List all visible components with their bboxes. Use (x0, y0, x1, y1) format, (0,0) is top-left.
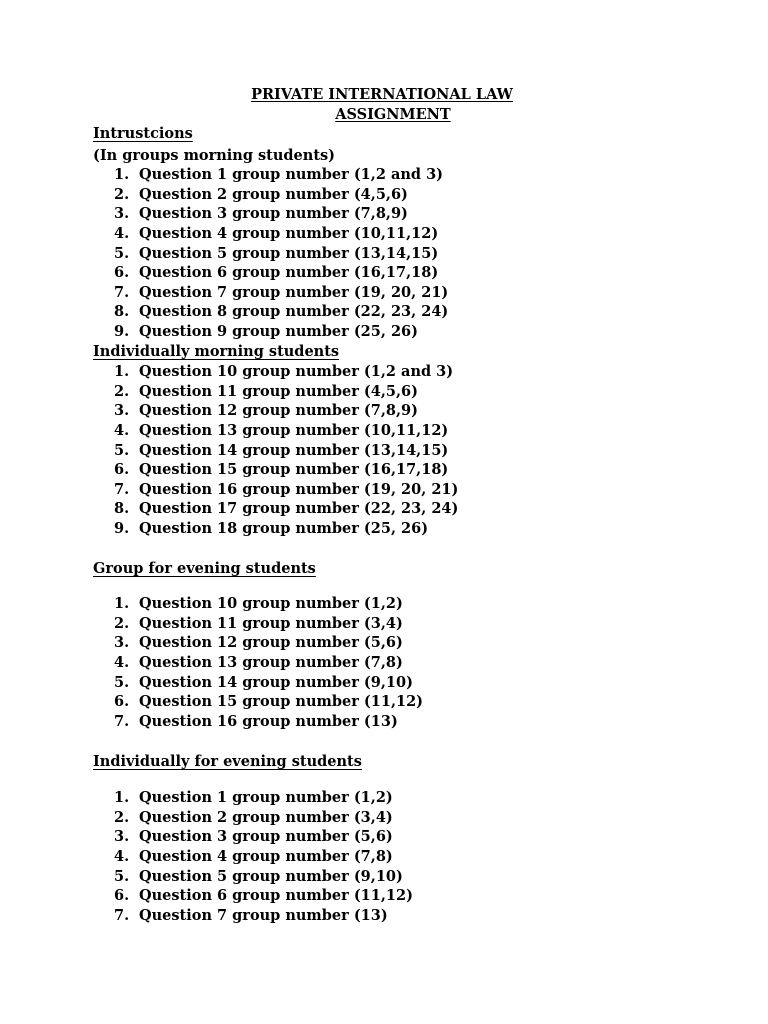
list-item-number: 3. (114, 402, 130, 420)
list-item-text: Question 7 group number (19, 20, 21) (139, 283, 449, 301)
document-subtitle: ASSIGNMENT (335, 106, 451, 123)
list-item-text: Question 3 group number (7,8,9) (139, 205, 408, 223)
list-item-text: Question 8 group number (22, 23, 24) (139, 303, 449, 321)
list-item-number: 4. (114, 653, 130, 671)
list-item-number: 8. (114, 500, 130, 518)
list-item-number: 2. (114, 185, 130, 203)
list-item-text: Question 10 group number (1,2) (139, 595, 403, 612)
list-item-number: 4. (114, 847, 130, 865)
list-item-number: 4. (114, 224, 130, 242)
list-item-text: Question 10 group number (1,2 and 3) (139, 363, 454, 380)
list-item-number: 7. (114, 283, 130, 301)
list-item-text: Question 6 group number (16,17,18) (139, 264, 439, 282)
list-item-text: Question 11 group number (4,5,6) (139, 382, 418, 400)
list-item-text: Question 7 group number (13) (139, 906, 388, 924)
list-item-text: Question 6 group number (11,12) (139, 887, 413, 905)
list-item-number: 7. (114, 906, 130, 924)
list-item-text: Question 18 group number (25, 26) (139, 520, 429, 538)
list-item-number: 1. (114, 789, 130, 806)
list-item-number: 8. (114, 303, 130, 321)
list-item-number: 6. (114, 693, 130, 711)
list-item-number: 6. (114, 887, 130, 905)
list-item-number: 5. (114, 244, 130, 262)
list-item-number: 2. (114, 614, 130, 632)
list-item-number: 5. (114, 673, 130, 691)
instructions-heading: Intrustcions (93, 125, 193, 142)
list-item-text: Question 9 group number (25, 26) (139, 323, 418, 341)
section-heading-morning-groups: (In groups morning students) (93, 147, 336, 164)
section-heading-morning-individual: Individually morning students (93, 343, 340, 360)
list-item-text: Question 17 group number (22, 23, 24) (139, 500, 459, 518)
list-item-text: Question 15 group number (11,12) (139, 693, 424, 711)
section-heading-evening-groups: Group for evening students (93, 560, 316, 577)
list-item-number: 9. (114, 520, 130, 538)
list-item-text: Question 13 group number (10,11,12) (139, 421, 449, 439)
list-item-number: 2. (114, 808, 130, 826)
list-item-text: Question 1 group number (1,2) (139, 789, 393, 806)
list-item-number: 3. (114, 205, 130, 223)
list-item-text: Question 13 group number (7,8) (139, 653, 403, 671)
list-item-number: 1. (114, 166, 130, 183)
list-item-text: Question 5 group number (9,10) (139, 867, 403, 885)
list-item-number: 5. (114, 867, 130, 885)
list-item-text: Question 4 group number (7,8) (139, 847, 393, 865)
list-item-text: Question 3 group number (5,6) (139, 828, 393, 846)
list-item-number: 4. (114, 421, 130, 439)
list-item-number: 7. (114, 480, 130, 498)
list-item-text: Question 11 group number (3,4) (139, 614, 403, 632)
list-item-text: Question 16 group number (13) (139, 712, 398, 730)
list-item-text: Question 14 group number (13,14,15) (139, 441, 449, 459)
list-item-number: 1. (114, 595, 130, 612)
list-item-number: 1. (114, 363, 130, 380)
list-item-text: Question 12 group number (5,6) (139, 634, 403, 652)
list-item-text: Question 12 group number (7,8,9) (139, 402, 418, 420)
list-item-text: Question 16 group number (19, 20, 21) (139, 480, 459, 498)
list-item-number: 3. (114, 634, 130, 652)
list-item-number: 6. (114, 461, 130, 479)
list-item-number: 2. (114, 382, 130, 400)
list-item-text: Question 4 group number (10,11,12) (139, 224, 439, 242)
list-item-number: 5. (114, 441, 130, 459)
list-item-text: Question 2 group number (4,5,6) (139, 185, 408, 203)
document-title: PRIVATE INTERNATIONAL LAW (251, 86, 513, 103)
list-item-number: 3. (114, 828, 130, 846)
section-heading-evening-individual: Individually for evening students (93, 753, 362, 770)
list-item-text: Question 15 group number (16,17,18) (139, 461, 449, 479)
list-item-text: Question 14 group number (9,10) (139, 673, 413, 691)
list-item-text: Question 5 group number (13,14,15) (139, 244, 439, 262)
list-item-text: Question 2 group number (3,4) (139, 808, 393, 826)
list-item-text: Question 1 group number (1,2 and 3) (139, 166, 444, 183)
list-item-number: 6. (114, 264, 130, 282)
list-item-number: 9. (114, 323, 130, 341)
list-item-number: 7. (114, 712, 130, 730)
